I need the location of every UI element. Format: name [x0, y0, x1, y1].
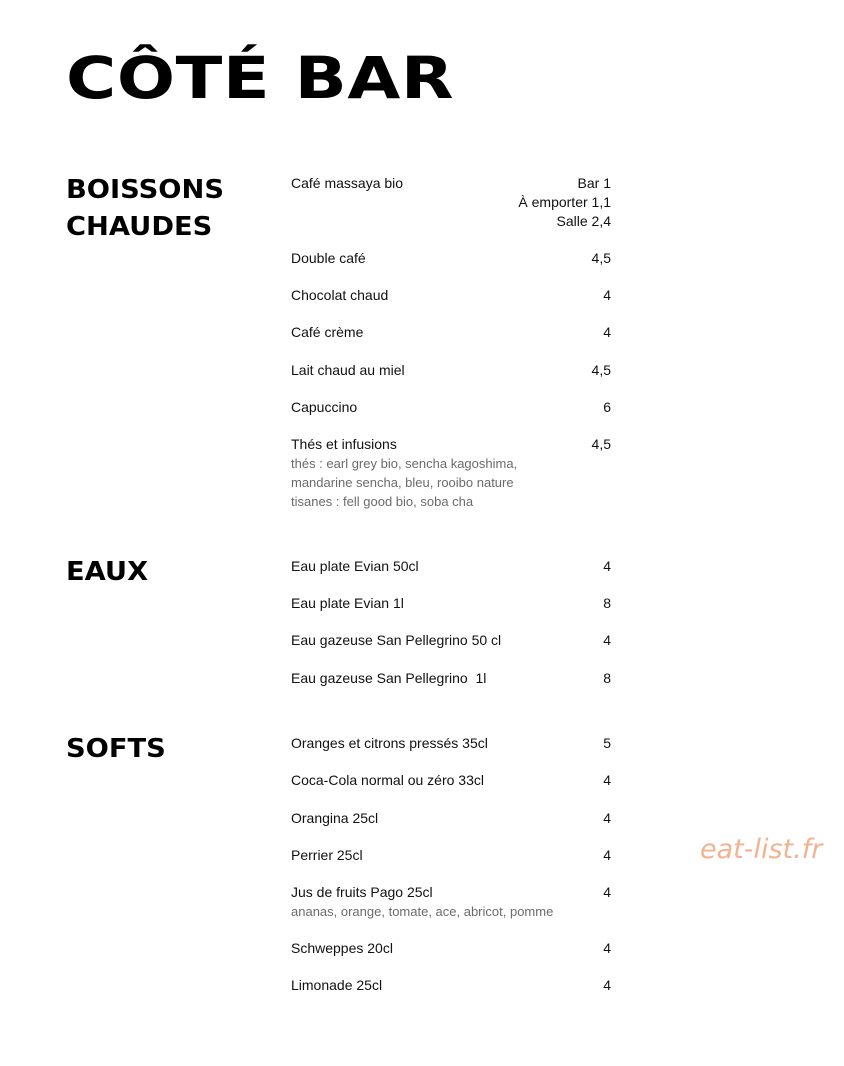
item-price: 4: [603, 772, 611, 788]
price-bar: Bar 1: [577, 175, 611, 191]
item-price: 4,5: [591, 362, 611, 378]
item-description: thés : earl grey bio, sencha kagoshima,: [291, 456, 518, 471]
menu-item: [291, 361, 611, 380]
watermark: eat-list.fr: [700, 834, 823, 865]
menu-item: [291, 809, 611, 828]
item-name: Jus de fruits Pago 25cl: [291, 884, 433, 900]
item-price: 4,5: [591, 436, 611, 452]
item-name: Chocolat chaud: [291, 287, 389, 303]
item-price: 4: [603, 884, 611, 900]
item-price: 4: [603, 847, 611, 863]
item-name: Capuccino: [291, 399, 358, 415]
item-name: Café crème: [291, 324, 364, 340]
item-price: 4: [603, 287, 611, 303]
item-name: Eau gazeuse San Pellegrino 50 cl: [291, 632, 502, 648]
item-price: 5: [603, 735, 611, 751]
menu-item: [291, 939, 611, 958]
menu-item: [291, 976, 611, 995]
item-name: Oranges et citrons pressés 35cl: [291, 735, 488, 751]
menu-item: [291, 883, 611, 921]
item-name: Eau plate Evian 1l: [291, 595, 404, 611]
menu-item: [291, 323, 611, 342]
menu-item: [291, 557, 611, 576]
menu-item: [291, 435, 611, 511]
menu-item: [291, 631, 611, 650]
section-title-line: BOISSONS: [66, 175, 224, 205]
item-price: 4: [603, 558, 611, 574]
item-description: ananas, orange, tomate, ace, abricot, pomme: [291, 904, 554, 919]
item-price: 4,5: [591, 250, 611, 266]
menu-item: [291, 771, 611, 790]
item-price: 8: [603, 595, 611, 611]
price-emporter: À emporter 1,1: [518, 194, 611, 210]
item-name: Eau gazeuse San Pellegrino 1l: [291, 670, 487, 686]
item-price: 4: [603, 977, 611, 993]
section-title-softs: [66, 731, 166, 768]
menu-item: [291, 174, 611, 229]
item-name: Double café: [291, 250, 366, 266]
section-title-line: SOFTS: [66, 734, 166, 764]
item-name: Perrier 25cl: [291, 847, 363, 863]
item-name: Café massaya bio: [291, 175, 404, 191]
menu-item: [291, 594, 611, 613]
item-description: tisanes : fell good bio, soba cha: [291, 494, 474, 509]
section-title-line: CHAUDES: [66, 212, 213, 242]
item-name: Orangina 25cl: [291, 810, 379, 826]
page-title: CÔTÉ BAR: [66, 44, 455, 112]
menu-item: [291, 398, 611, 417]
item-name: Eau plate Evian 50cl: [291, 558, 419, 574]
section-title-line: EAUX: [66, 557, 149, 587]
item-name: Thés et infusions: [291, 436, 397, 452]
item-price: 4: [603, 324, 611, 340]
section-title-boissons-chaudes: [66, 172, 224, 246]
item-price: 6: [603, 399, 611, 415]
price-salle: Salle 2,4: [556, 213, 611, 229]
item-name: Coca-Cola normal ou zéro 33cl: [291, 772, 484, 788]
item-description: mandarine sencha, bleu, rooibo nature: [291, 475, 514, 490]
menu-item: [291, 249, 611, 268]
menu-item: [291, 286, 611, 305]
item-price: 4: [603, 632, 611, 648]
section-title-eaux: [66, 554, 148, 591]
item-price: 4: [603, 810, 611, 826]
menu-item: [291, 669, 611, 688]
item-name: Limonade 25cl: [291, 977, 383, 993]
item-name: Lait chaud au miel: [291, 362, 405, 378]
item-price: 4: [603, 940, 611, 956]
item-name: Schweppes 20cl: [291, 940, 393, 956]
item-price: 8: [603, 670, 611, 686]
item-price: [518, 174, 611, 231]
menu-item: [291, 734, 611, 753]
menu-item: [291, 846, 611, 865]
